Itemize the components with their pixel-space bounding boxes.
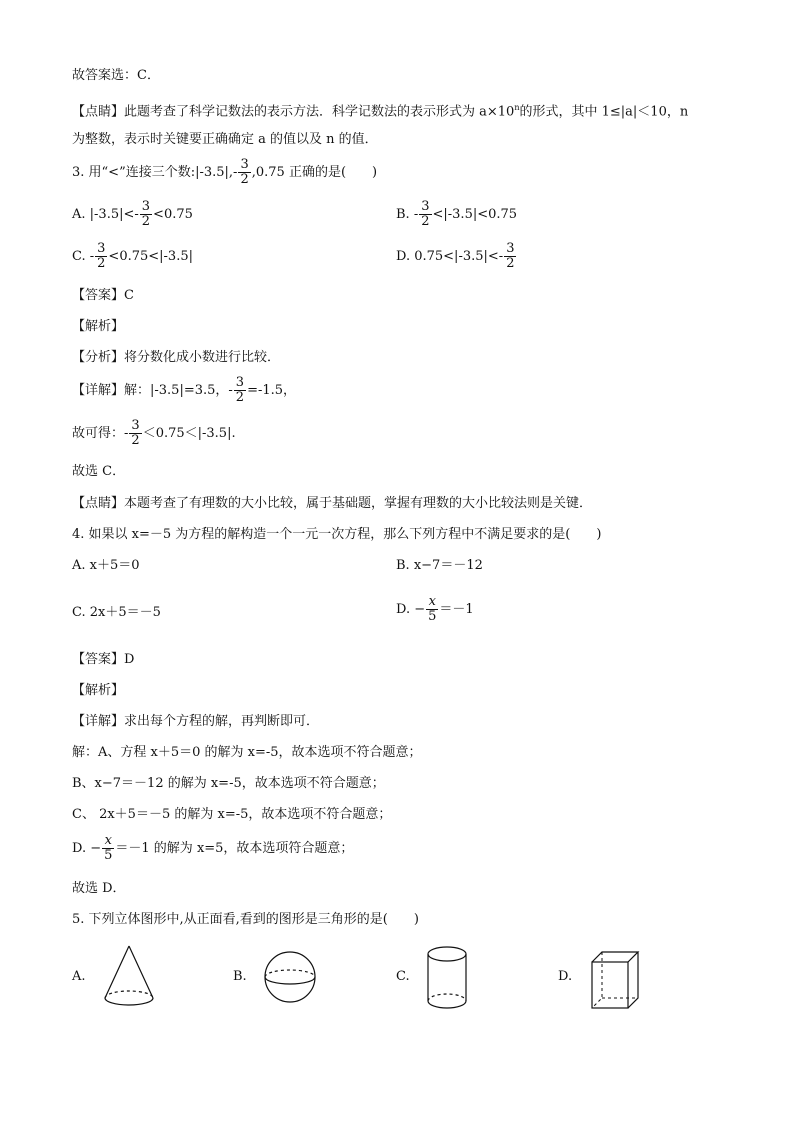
fraction — [504, 242, 516, 271]
q5-option-b-label: B. — [233, 969, 247, 984]
q5-option-a-label: A. — [72, 969, 86, 984]
exponent: n — [514, 103, 520, 112]
fraction — [102, 834, 114, 863]
q5-stem: 5. 下列立体图形中,从正面看,看到的图形是三角形的是( ) — [72, 912, 419, 927]
opt-c-text: C. - — [72, 249, 95, 264]
numerator: 3 — [421, 199, 430, 214]
q3-stem-a: 3. 用“<”连接三个数:|-3.5|,- — [72, 165, 238, 180]
fraction — [419, 200, 431, 229]
q4-solution-c: C、 2x＋5＝－5 的解为 x=-5，故本选项不符合题意； — [72, 807, 392, 822]
denominator: 2 — [240, 172, 249, 187]
q4-analysis: 【解析】 — [72, 683, 125, 698]
fraction — [238, 158, 250, 187]
q4-solution-a: 解：A、方程 x＋5＝0 的解为 x=-5，故本选项不符合题意； — [72, 745, 422, 760]
numerator: 3 — [235, 375, 245, 390]
sol-d-text: D. − — [72, 841, 102, 856]
answer-line: 故答案选：C． — [72, 68, 160, 83]
numerator: 3 — [97, 241, 106, 256]
q3-stem-b: ,0.75 正确的是( ) — [251, 165, 378, 180]
cone-figure — [100, 944, 158, 1010]
denominator: 2 — [97, 256, 106, 271]
numerator: 3 — [506, 241, 515, 256]
opt-d-text-2: ＝－1 — [439, 602, 474, 617]
q4-solution-b: B、x−7＝－12 的解为 x=-5，故本选项不符合题意； — [72, 776, 385, 791]
denominator: 2 — [421, 214, 430, 229]
numerator: x — [104, 833, 112, 848]
q3-option-b — [396, 200, 517, 229]
q3-stem — [72, 158, 377, 187]
opt-a-text-2: <0.75 — [153, 207, 193, 222]
q3-guxuan: 故选 C． — [72, 464, 126, 479]
q4-xiangjie: 【详解】求出每个方程的解，再判断即可． — [72, 714, 320, 729]
xiangjie-text: 【详解】解：|-3.5|=3.5，- — [72, 383, 233, 398]
kede-text: 故可得：- — [72, 426, 129, 441]
q3-dianjing: 【点睛】本题考查了有理数的大小比较，属于基础题，掌握有理数的大小比较法则是关键． — [72, 496, 593, 511]
q3-xiangjie — [72, 376, 296, 405]
denominator: 2 — [141, 214, 151, 229]
q4-solution-d — [72, 834, 353, 863]
kede-text-2: ＜0.75＜|-3.5|. — [142, 426, 236, 441]
fraction — [426, 595, 438, 624]
cylinder-figure — [422, 944, 472, 1012]
fraction — [140, 200, 152, 229]
xiangjie-text-2: =-1.5， — [247, 383, 297, 398]
dianjing-text-2: 的形式，其中 1≤|a|＜10，n — [519, 104, 689, 120]
denominator: 2 — [131, 433, 140, 448]
q3-answer: 【答案】C — [72, 288, 134, 303]
sphere-figure — [260, 950, 320, 1004]
dianjing-line-1 — [72, 99, 688, 121]
opt-a-text: A. |-3.5|<- — [72, 207, 139, 222]
sol-d-text-2: ＝－1 的解为 x=5，故本选项符合题意； — [115, 841, 354, 856]
q3-option-a — [72, 200, 193, 229]
q4-answer: 【答案】D — [72, 652, 135, 667]
denominator: 2 — [235, 390, 245, 405]
dianjing-tag: 【点睛】 — [72, 104, 125, 120]
dianjing-text: 此题考查了科学记数法的表示方法．科学记数法的表示形式为 a×10 — [124, 104, 515, 120]
fraction — [234, 376, 246, 405]
fraction — [129, 419, 141, 448]
q3-option-c — [72, 242, 193, 271]
q4-guxuan: 故选 D． — [72, 881, 126, 896]
cuboid-figure — [586, 948, 642, 1012]
opt-c-text-2: <0.75<|-3.5| — [108, 249, 193, 264]
denominator: 2 — [506, 256, 515, 271]
numerator: 3 — [240, 157, 249, 172]
numerator: x — [428, 594, 436, 609]
numerator: 3 — [131, 418, 140, 433]
q4-option-d — [396, 595, 474, 624]
q4-stem: 4. 如果以 x=－5 为方程的解构造一个一元一次方程，那么下列方程中不满足要求的是( ) — [72, 527, 602, 542]
opt-d-text: D. 0.75<|-3.5|<- — [396, 249, 504, 264]
q5-option-d-label: D. — [558, 969, 573, 984]
q4-option-b: B. x−7＝－12 — [396, 558, 483, 573]
denominator: 5 — [428, 609, 437, 624]
q4-option-c: C. 2x＋5＝－5 — [72, 605, 161, 620]
q3-kede — [72, 419, 236, 448]
q3-option-d — [396, 242, 517, 271]
dianjing-line-2: 为整数，表示时关键要正确确定 a 的值以及 n 的值． — [72, 132, 378, 147]
opt-d-text: D. − — [396, 602, 426, 617]
q5-option-c-label: C. — [396, 969, 410, 984]
fraction — [95, 242, 107, 271]
numerator: 3 — [141, 199, 151, 214]
q3-fenxi: 【分析】将分数化成小数进行比较． — [72, 350, 281, 365]
q3-analysis: 【解析】 — [72, 319, 125, 334]
opt-b-text-2: <|-3.5|<0.75 — [432, 207, 518, 222]
denominator: 5 — [104, 848, 113, 863]
opt-b-text: B. - — [396, 207, 419, 222]
q4-option-a: A. x＋5＝0 — [72, 558, 140, 573]
